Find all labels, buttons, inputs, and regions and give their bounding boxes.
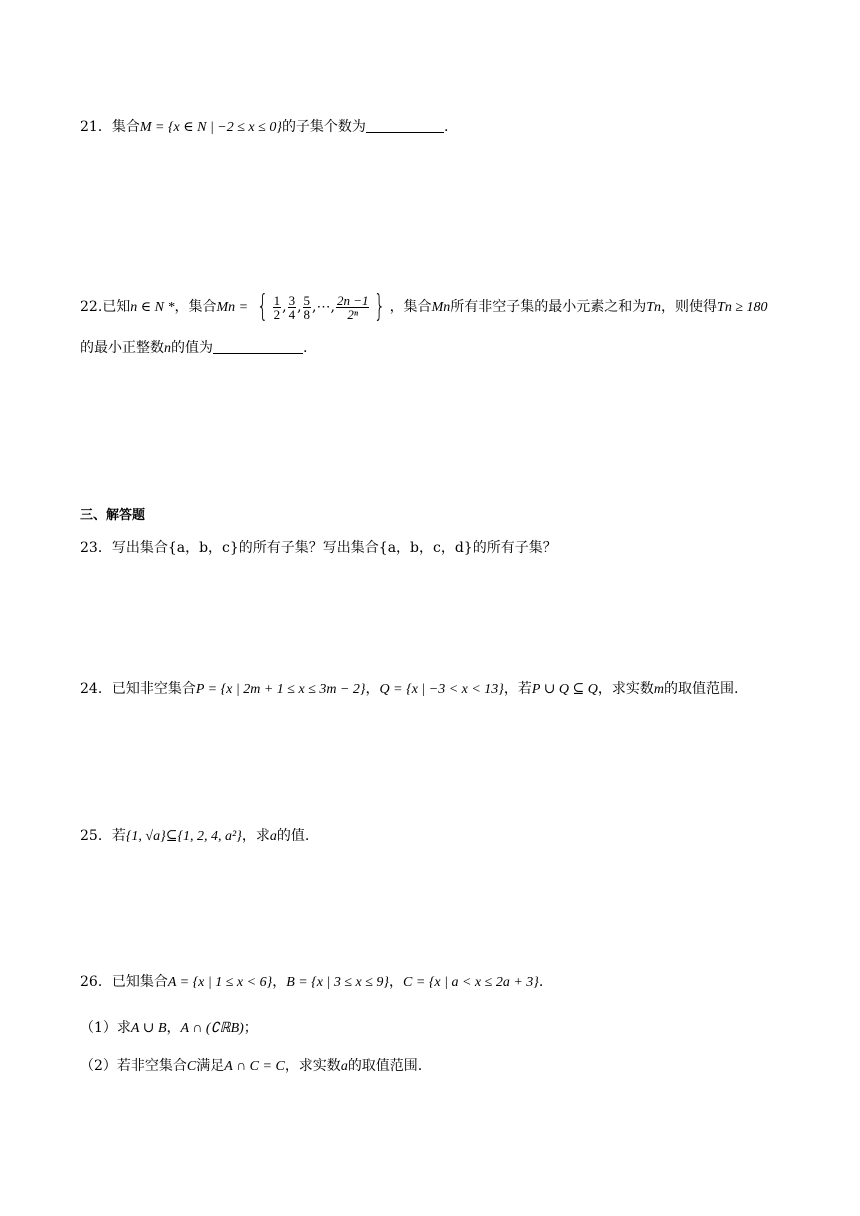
- question-number: 24．: [80, 681, 112, 697]
- ellipsis: ⋯: [316, 299, 331, 315]
- period: .: [303, 340, 308, 356]
- part-label: （2）若非空集合: [80, 1058, 187, 1074]
- fraction: $\frac{2n -1}{\text{2ⁿ}}$: [336, 292, 369, 322]
- period: .: [443, 119, 449, 135]
- question-text: 的子集个数为: [281, 119, 366, 135]
- question-26-part-2: [80, 1056, 422, 1077]
- question-number: 23．: [80, 540, 112, 556]
- math-intersection: A ∩ (∁ℝB): [180, 1021, 244, 1036]
- fraction: $\frac{3}{4}$: [288, 292, 296, 322]
- part-label: （1）求: [80, 1020, 131, 1036]
- question-number: 21．: [80, 119, 112, 135]
- question-24: 24．已知非空集合P = {x | 2m + 1 ≤ x ≤ 3m − 2}，Q = {x | −3 < x < 13}，若P ∪ Q ⊆ Q，求实数m的取值范围.: [80, 681, 739, 697]
- question-22: 22.已知n ∈ N *，集合Mn = { $\frac{1}{2}$ , $\frac{3}{4}$ , $\frac{5}{8}$ ,⋯, $\frac{2n -1}{\text{2ⁿ}}$ } ，集合Mn所有非空子集的最小元素之和为Tn，则使得Tn ≥ 180: [80, 289, 768, 324]
- math-left-set: {1, √a}: [125, 829, 166, 844]
- question-text: 已知: [102, 299, 131, 315]
- question-number: 25．: [80, 828, 112, 844]
- question-text: ，集合: [389, 299, 432, 315]
- question-text: ，则使得: [661, 299, 718, 315]
- question-text: 的值.: [276, 828, 310, 844]
- math-condition: A ∩ C = C: [224, 1059, 285, 1074]
- math-var: a: [269, 829, 277, 844]
- math-var: C: [186, 1059, 197, 1074]
- question-22-line-2: [80, 338, 307, 359]
- question-text: 的取值范围.: [347, 1058, 423, 1074]
- answer-blank: [213, 339, 303, 354]
- set-name: Mn: [431, 300, 451, 315]
- math-condition: n ∈ N *: [130, 300, 175, 315]
- answer-blank: [366, 118, 444, 133]
- question-text: ，若: [503, 681, 532, 697]
- question-text: 所有非空子集的最小元素之和为: [450, 299, 647, 315]
- question-text: 满足: [196, 1058, 225, 1074]
- question-text: ，求: [241, 828, 270, 844]
- math-var: Tn: [646, 300, 662, 315]
- question-text: 写出集合{a，b，c}的所有子集？写出集合{a，b，c，d}的所有子集？: [111, 540, 557, 556]
- left-brace-icon: {: [256, 289, 268, 324]
- math-var: a: [340, 1059, 348, 1074]
- math-set-a: A = {x | 1 ≤ x < 6}: [167, 975, 273, 990]
- question-26-part-1: （1）求A ∪ B，A ∩ (∁ℝB)；: [80, 1020, 258, 1036]
- question-number: 26．: [80, 974, 112, 990]
- question-text: ，集合: [174, 299, 217, 315]
- question-text: ，求实数: [284, 1058, 341, 1074]
- question-text: 的取值范围.: [664, 681, 739, 697]
- question-text: 的值为: [171, 340, 213, 356]
- subset-symbol: ⊆: [165, 829, 178, 844]
- math-set-p: P = {x | 2m + 1 ≤ x ≤ 3m − 2}: [195, 682, 366, 697]
- right-brace-icon: }: [374, 289, 386, 324]
- question-text: ，求实数: [597, 681, 654, 697]
- question-26: 26．已知集合A = {x | 1 ≤ x < 6}，B = {x | 3 ≤ x ≤ 9}，C = {x | a < x ≤ 2a + 3}.: [80, 974, 544, 990]
- section-heading: 三、解答题: [80, 508, 146, 523]
- question-text: 已知非空集合: [111, 681, 196, 697]
- question-23: [80, 538, 557, 558]
- question-21: [80, 117, 448, 138]
- math-right-set: {1, 2, 4, a²}: [177, 829, 242, 844]
- question-text: 若: [111, 828, 126, 844]
- math-set-b: B = {x | 3 ≤ x ≤ 9}: [286, 975, 390, 990]
- math-condition: P ∪ Q ⊆ Q: [531, 682, 598, 697]
- math-inequality: Tn ≥ 180: [717, 300, 768, 315]
- math-union: A ∪ B: [130, 1021, 167, 1036]
- question-25: [80, 826, 309, 847]
- question-text: 集合: [111, 119, 140, 135]
- math-var: m: [653, 682, 665, 697]
- math-set-c: C = {x | a < x ≤ 2a + 3}: [403, 975, 539, 990]
- question-text: 的最小正整数: [80, 340, 164, 356]
- math-var: n: [164, 341, 171, 356]
- question-number: 22.: [80, 299, 103, 315]
- fraction: $\frac{5}{8}$: [303, 292, 311, 322]
- math-expression: M = {x ∈ N | −2 ≤ x ≤ 0}: [139, 120, 282, 135]
- set-name: Mn =: [216, 300, 249, 315]
- question-text: 已知集合: [111, 974, 168, 990]
- math-set-q: Q = {x | −3 < x < 13}: [379, 682, 504, 697]
- fraction: $\frac{1}{2}$: [273, 292, 281, 322]
